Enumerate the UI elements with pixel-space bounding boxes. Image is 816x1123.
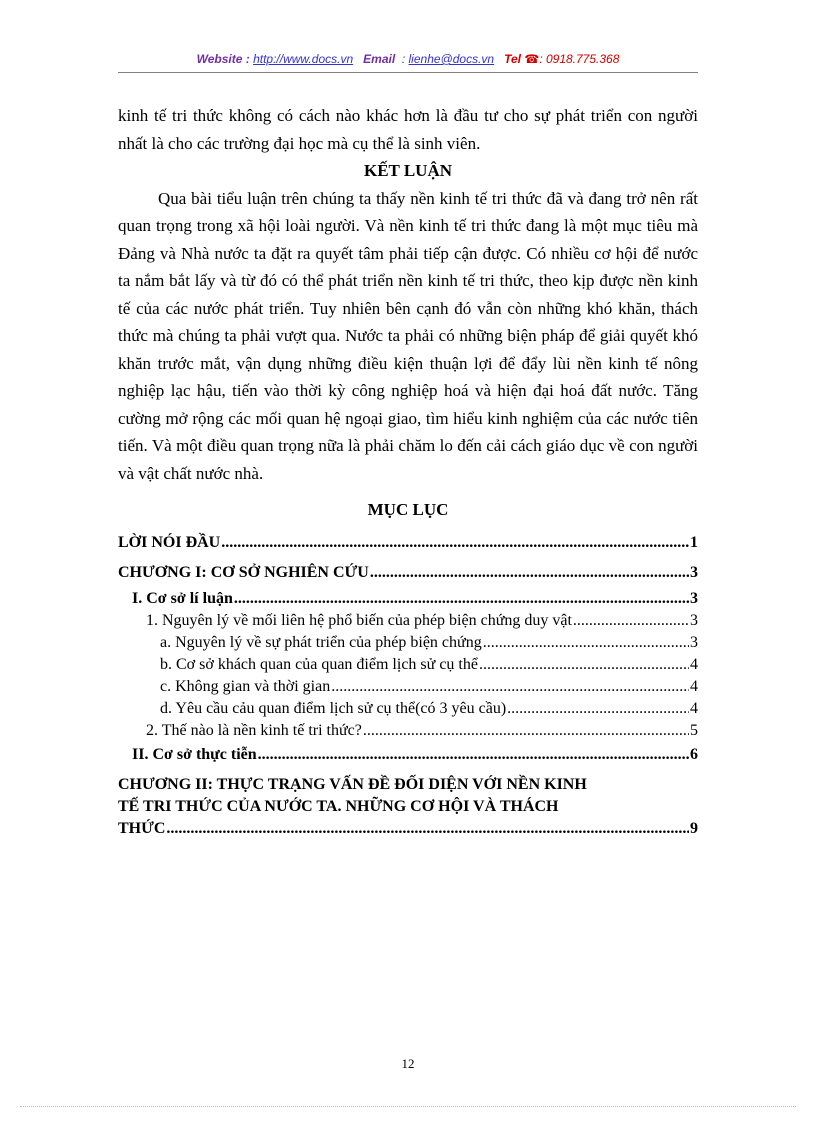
conclusion-heading: KẾT LUẬN <box>363 161 452 180</box>
email-link[interactable]: lienhe@docs.vn <box>408 52 495 66</box>
toc-entry-title-line: CHƯƠNG II: THỰC TRẠNG VẤN ĐỀ ĐỐI DIỆN VỚI NỀN KINH <box>118 775 587 793</box>
toc-entry-title: CHƯƠNG I: CƠ SỞ NGHIÊN CỨU <box>118 563 369 581</box>
tel-number: : 0918.775.368 <box>539 52 620 66</box>
toc-entry-page: 3 <box>690 589 698 607</box>
email-label: Email <box>363 52 396 66</box>
toc-entry-page: 4 <box>690 699 698 717</box>
toc-entry-title: II. Cơ sở thực tiễn <box>132 745 257 763</box>
toc-entry-page: 4 <box>690 655 698 673</box>
toc-entry-title-line: TẾ TRI THỨC CỦA NƯỚC TA. NHỮNG CƠ HỘI VÀ THÁCH <box>118 797 559 815</box>
website-label: Website : <box>196 52 250 66</box>
toc-leader <box>507 698 689 720</box>
email-separator: : <box>401 52 406 66</box>
toc-entry-page: 1 <box>690 533 698 551</box>
toc-entry-page: 4 <box>690 677 698 695</box>
toc-leader <box>234 588 689 610</box>
toc-entry-title: d. Yêu cầu cảu quan điểm lịch sử cụ thể(có 3 yêu cầu) <box>160 699 507 717</box>
toc-leader <box>331 676 689 698</box>
toc-entry[interactable] <box>118 774 698 840</box>
page-bottom-border <box>20 1106 796 1107</box>
toc-entry-title: I. Cơ sở lí luận <box>132 589 233 607</box>
toc-heading: MỤC LỤC <box>367 500 449 519</box>
toc-entry[interactable] <box>118 562 698 584</box>
toc-entry-title: LỜI NÓI ĐẦU <box>118 533 221 551</box>
toc-entry[interactable] <box>118 632 698 654</box>
toc-entry-title: c. Không gian và thời gian <box>160 677 331 695</box>
toc-entry[interactable] <box>118 676 698 698</box>
toc-entry[interactable] <box>118 744 698 766</box>
toc-entry[interactable] <box>118 610 698 632</box>
toc-leader <box>258 744 689 766</box>
toc-entry[interactable] <box>118 588 698 610</box>
toc-entry-title: b. Cơ sở khách quan của quan điểm lịch sử cụ thể <box>160 655 478 673</box>
toc-entry-page: 3 <box>690 633 698 651</box>
paragraph-conclusion: Qua bài tiểu luận trên chúng ta thấy nền kinh tế tri thức đã và đang trở nên rất quan trọng trong xã hội loài người. Và nền kinh tế tri thức đang là một mục tiêu mà Đảng và Nhà nước ta đặt ra quyết tâm phải tiếp cận được. Có nhiều cơ hội để nước ta nắm bắt lấy và từ đó có thể phát triển nền kinh tế tri thức, theo kịp được nền kinh tế của các nước phát triển. Tuy nhiên bên cạnh đó vẫn còn những khó khăn, thách thức mà chúng ta phải vượt qua. Nước ta phải có những biện pháp để giải quyết khó khăn trước mắt, vận dụng những điều kiện thuận lợi để đẩy lùi nền kinh tế nông nghiệp lạc hậu, tiến vào thời kỳ công nghiệp hoá và hiện đại hoá đất nước. Tăng cường mở rộng các mối quan hệ ngoại giao, tìm hiểu kinh nghiệm của các nước tiên tiến. Và một điều quan trọng nữa là phải chăm lo đến cải cách giáo dục về con người và vật chất nước nhà. <box>118 188 698 483</box>
toc-leader <box>573 610 689 632</box>
toc-entry-page: 3 <box>690 611 698 629</box>
toc-entry[interactable] <box>118 720 698 742</box>
table-of-contents <box>118 532 698 840</box>
toc-leader <box>221 532 689 554</box>
tel-label: Tel <box>504 52 522 66</box>
page-number: 12 <box>401 1056 415 1071</box>
toc-entry-page: 9 <box>690 819 698 837</box>
toc-entry-page: 5 <box>690 721 698 739</box>
toc-entry[interactable] <box>118 532 698 554</box>
toc-leader <box>363 720 689 742</box>
toc-entry-page: 6 <box>690 745 698 763</box>
header-divider <box>118 72 698 73</box>
page-header <box>118 52 698 66</box>
toc-entry[interactable] <box>118 698 698 720</box>
toc-entry-title: 1. Nguyên lý về mối liên hệ phổ biến của phép biện chứng duy vật <box>146 611 572 629</box>
toc-entry-title: THỨC <box>118 819 166 837</box>
toc-leader <box>370 562 689 584</box>
toc-leader <box>483 632 689 654</box>
phone-icon: ☎ <box>524 52 540 66</box>
toc-entry[interactable] <box>118 654 698 676</box>
website-link[interactable]: http://www.docs.vn <box>253 52 354 66</box>
toc-leader <box>479 654 689 676</box>
toc-entry-title: 2. Thế nào là nền kinh tế tri thức? <box>146 721 362 739</box>
paragraph-intro: kinh tế tri thức không có cách nào khác hơn là đầu tư cho sự phát triển con người nhất là cho các trường đại học mà cụ thể là sinh viên. <box>118 106 698 153</box>
document-body <box>118 102 698 840</box>
toc-entry-title: a. Nguyên lý về sự phát triển của phép biện chứng <box>160 633 482 651</box>
toc-leader <box>166 818 689 840</box>
toc-entry-page: 3 <box>690 563 698 581</box>
